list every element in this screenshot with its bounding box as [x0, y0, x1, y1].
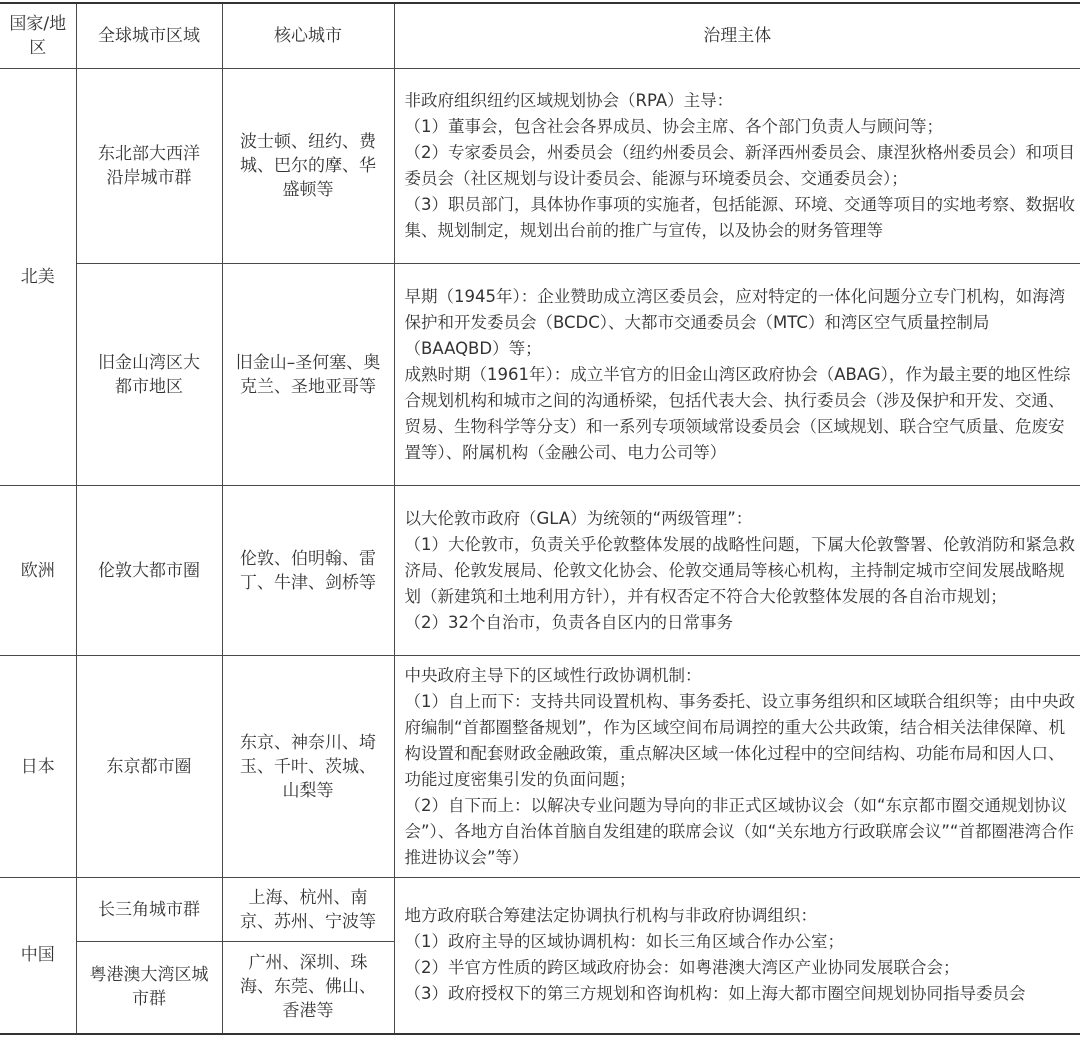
header-governance: 治理主体 [394, 3, 1080, 69]
header-core-cities: 核心城市 [222, 3, 394, 69]
core-cities-cell: 广州、深圳、珠海、东莞、佛山、香港等 [222, 942, 394, 1034]
governance-cell [394, 878, 1080, 1034]
governance-cell [394, 656, 1080, 878]
governance-cell [394, 486, 1080, 656]
table-row [0, 486, 1080, 656]
governance-line: （2）半官方性质的跨区域政府协会：如粤港澳大湾区产业协同发展联合会； [404, 958, 960, 978]
governance-line: （2）32个自治市，负责各自区内的日常事务 [404, 612, 733, 632]
governance-table [0, 2, 1080, 1035]
core-cities-cell: 波士顿、纽约、费城、巴尔的摩、华盛顿等 [222, 69, 394, 264]
governance-line: （2）专家委员会，州委员会（纽约州委员会、新泽西州委员会、康涅狄格州委员会）和项目委员会（社区规划与设计委员会、能源与环境委员会、交通委员会）； [404, 143, 1075, 188]
table-row [0, 878, 1080, 942]
region-cell: 粤港澳大湾区城市群 [76, 942, 222, 1034]
header-country: 国家/地区 [0, 3, 76, 69]
core-cities-cell: 上海、杭州、南京、苏州、宁波等 [222, 878, 394, 942]
table-row [0, 656, 1080, 878]
country-cell: 北美 [0, 69, 76, 486]
governance-cell [394, 69, 1080, 264]
core-cities-cell: 伦敦、伯明翰、雷丁、牛津、剑桥等 [222, 486, 394, 656]
governance-line: （1）董事会，包含社会各界成员、协会主席、各个部门负责人与顾问等； [404, 117, 943, 136]
governance-line: （2）自下而上：以解决专业问题为导向的非正式区域协议会（如“东京都市圈交通规划协议会”）、各地方自治体首脑自发组建的联席会议（如“关东地方行政联席会议”“首都圈港湾合作推进协议会”等） [404, 795, 1074, 867]
governance-line: 非政府组织纽约区域规划协会（RPA）主导： [404, 91, 734, 110]
region-cell: 东北部大西洋沿岸城市群 [76, 69, 222, 264]
governance-line: （1）大伦敦市，负责关乎伦敦整体发展的战略性问题，下属大伦敦警署、伦敦消防和紧急救济局、伦敦发展局、伦敦文化协会、伦敦交通局等核心机构，主持制定城市空间发展战略规划（新建筑和土地利用方针），并有权否定不符合大伦敦整体发展的各自治市规划； [404, 534, 1075, 606]
governance-line: （3）职员部门，具体协作事项的实施者，包括能源、环境、交通等项目的实地考察、数据收集、规划制定，规划出台前的推广与宣传，以及协会的财务管理等 [404, 195, 1075, 240]
governance-line: 以大伦敦市政府（GLA）为统领的“两级管理”： [404, 508, 753, 528]
core-cities-cell: 东京、神奈川、埼玉、千叶、茨城、山梨等 [222, 656, 394, 878]
governance-line: 中央政府主导下的区域性行政协调机制： [404, 665, 702, 685]
governance-line: （1）政府主导的区域协调机构：如长三角区域合作办公室； [404, 932, 844, 952]
core-cities-cell: 旧金山–圣何塞、奥克兰、圣地亚哥等 [222, 264, 394, 486]
country-cell: 日本 [0, 656, 76, 878]
governance-line: （1）自上而下：支持共同设置机构、事务委托、设立事务组织和区域联合组织等；由中央政府编制“首都圈整备规划”，作为区域空间布局调控的重大公共政策，结合相关法律保障、机构设置和配套财政金融政策，重点解决区域一体化过程中的空间结构、功能布局和因人口、功能过度密集引发的负面问题； [404, 691, 1075, 789]
region-cell: 旧金山湾区大都市地区 [76, 264, 222, 486]
country-cell: 中国 [0, 878, 76, 1034]
governance-line: 早期（1945年）：企业赞助成立湾区委员会，应对特定的一体化问题分立专门机构，如海湾保护和开发委员会（BCDC）、大都市交通委员会（MTC）和湾区空气质量控制局（BAAQBD）等； [404, 286, 1066, 358]
country-cell: 欧洲 [0, 486, 76, 656]
region-cell: 长三角城市群 [76, 878, 222, 942]
table-row [0, 69, 1080, 264]
governance-line: （3）政府授权下的第三方规划和咨询机构：如上海大都市圈空间规划协同指导委员会 [404, 984, 1026, 1004]
header-region: 全球城市区域 [76, 3, 222, 69]
governance-line: 地方政府联合筹建法定协调执行机构与非政府协调组织： [404, 906, 817, 926]
region-cell: 伦敦大都市圈 [76, 486, 222, 656]
governance-cell [394, 264, 1080, 486]
governance-line: 成熟时期（1961年）：成立半官方的旧金山湾区政府协会（ABAG），作为最主要的地区性综合规划机构和城市之间的沟通桥梁，包括代表大会、执行委员会（涉及保护和开发、交通、贸易、生物科学等分支）和一系列专项领域常设委员会（区域规划、联合空气质量、危废安置等）、附属机构（金融公司、电力公司等） [404, 364, 1071, 462]
region-cell: 东京都市圈 [76, 656, 222, 878]
header-row [0, 3, 1080, 69]
table-row [0, 264, 1080, 486]
